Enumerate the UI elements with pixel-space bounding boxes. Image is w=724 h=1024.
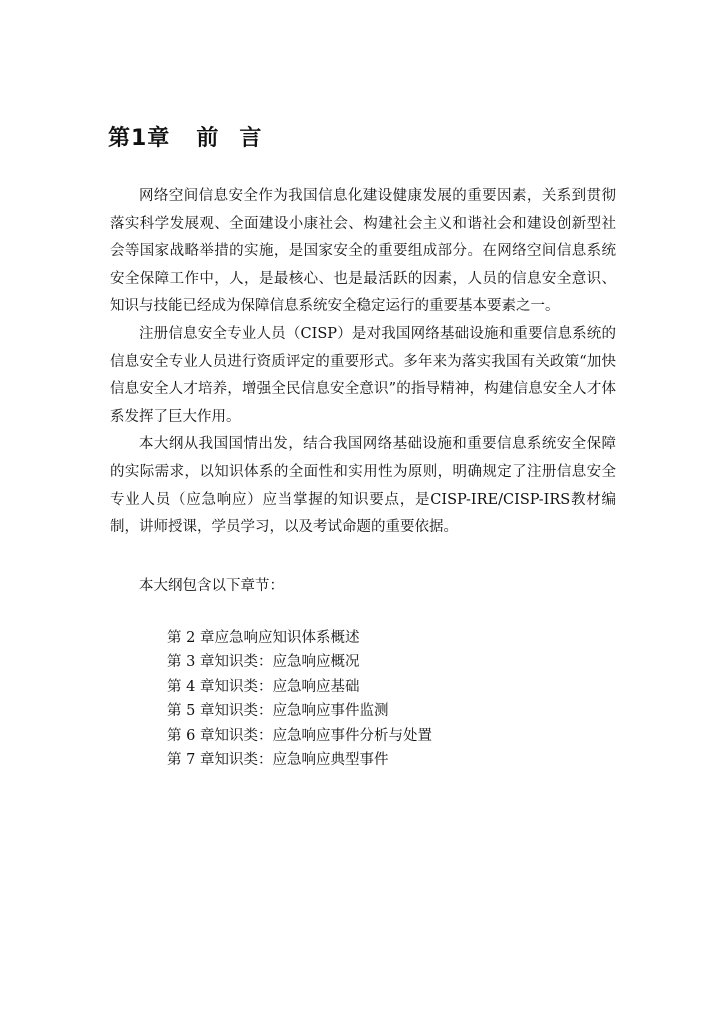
body-text — [110, 183, 616, 542]
chapter-list-item: 第 2 章应急响应知识体系概述 — [167, 630, 360, 646]
chapter-list-item: 第 3 章知识类：应急响应概况 — [167, 654, 360, 671]
chapter-title-word-2: 言 — [239, 126, 263, 151]
chapter-list-item: 第 5 章知识类：应急响应事件监测 — [167, 703, 389, 720]
chapter-title-word-1: 前 — [196, 126, 220, 151]
chapter-list-item: 第 6 章知识类：应急响应事件分析与处置 — [167, 727, 432, 744]
chapter-title — [108, 124, 262, 154]
paragraph-3: 本大纲从我国国情出发，结合我国网络基础设施和重要信息系统安全保障的实际需求，以知识体系的全面性和实用性为原则，明确规定了注册信息安全专业人员（应急响应）应当掌握的知识要点，是CISP-IRE/CISP-IRS教材编制，讲师授课，学员学习，以及考试命题的重要依据。 — [110, 436, 616, 536]
chapter-list-item: 第 4 章知识类：应急响应基础 — [167, 678, 360, 695]
chapter-list-intro: 本大纲包含以下章节： — [139, 578, 284, 594]
chapter-number: 第1章 — [108, 126, 171, 151]
chapter-list — [167, 626, 432, 772]
paragraph-2: 注册信息安全专业人员（CISP）是对我国网络基础设施和重要信息系统的信息安全专业人员进行资质评定的重要形式。多年来为落实我国有关政策“加快信息安全人才培养，增强全民信息安全意识”的指导精神，构建信息安全人才体系发挥了巨大作用。 — [110, 325, 616, 425]
chapter-list-item: 第 7 章知识类：应急响应典型事件 — [167, 752, 389, 769]
paragraph-1: 网络空间信息安全作为我国信息化建设健康发展的重要因素，关系到贯彻落实科学发展观、全面建设小康社会、构建社会主义和谐社会和建设创新型社会等国家战略举措的实施，是国家安全的重要组成部分。在网络空间信息系统安全保障工作中，人，是最核心、也是最活跃的因素，人员的信息安全意识、知识与技能已经成为保障信息系统安全稳定运行的重要基本要素之一。 — [110, 188, 616, 315]
